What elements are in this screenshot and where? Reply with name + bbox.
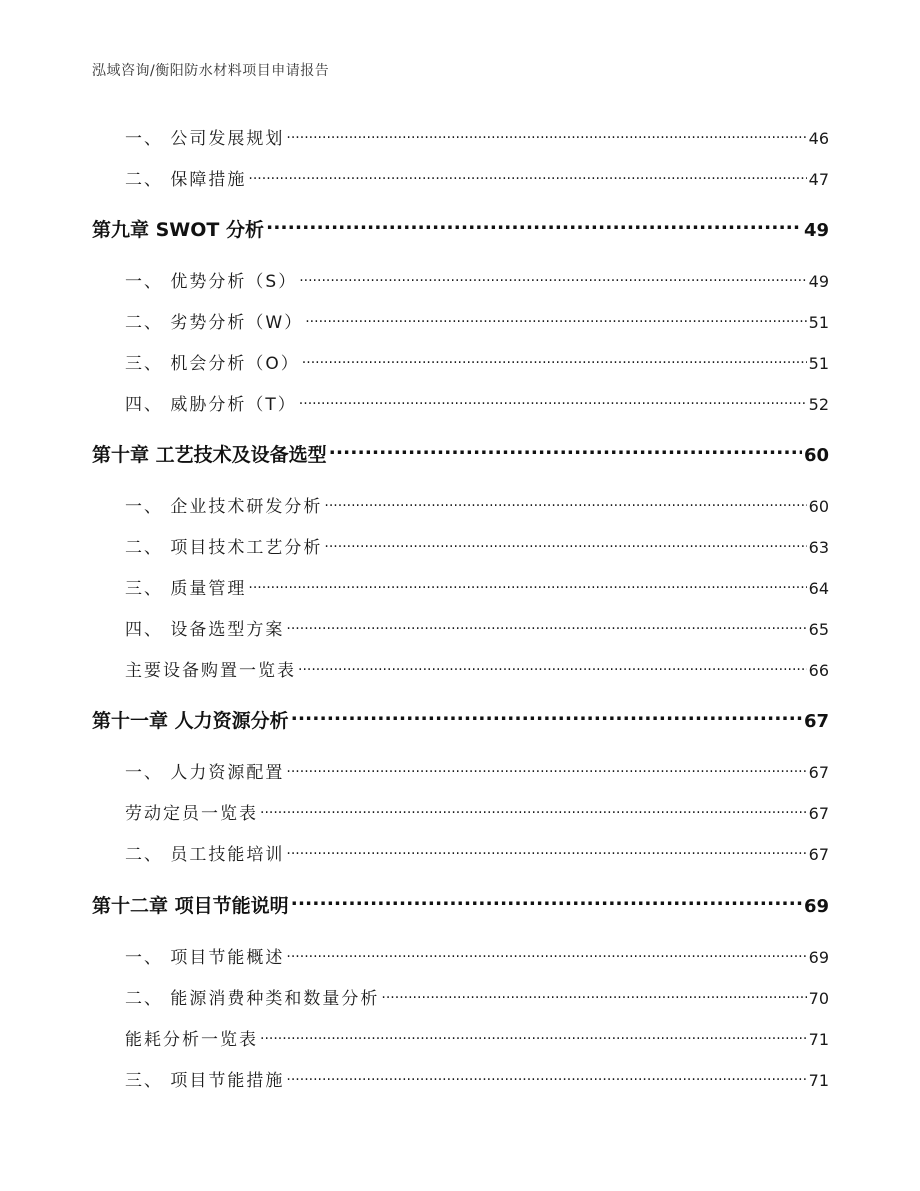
toc-entry-label: 二、 员工技能培训 (125, 845, 285, 865)
toc-page-number: 51 (808, 354, 829, 373)
dot-leader (286, 127, 806, 144)
toc-entry-section[interactable] (125, 492, 829, 517)
toc-entry-section[interactable] (125, 984, 829, 1009)
dot-leader (324, 495, 806, 512)
toc-entry-label: 三、 质量管理 (125, 579, 247, 599)
toc-page-number: 71 (808, 1071, 829, 1090)
dot-leader (266, 217, 802, 236)
dot-leader (299, 270, 806, 287)
toc-entry-section[interactable] (125, 124, 829, 149)
toc-entry-chapter[interactable] (92, 215, 829, 242)
dot-leader (248, 577, 806, 594)
toc-page-number: 46 (808, 129, 829, 148)
dot-leader (260, 802, 807, 819)
dot-leader (299, 393, 807, 410)
toc-entry-label: 三、 项目节能措施 (125, 1071, 285, 1091)
toc-entry-section[interactable] (125, 533, 829, 558)
dot-leader (329, 442, 802, 461)
toc-page-number: 67 (808, 763, 829, 782)
toc-entry-section[interactable] (125, 267, 829, 292)
toc-page-number: 70 (808, 989, 829, 1008)
toc-entry-label: 四、 设备选型方案 (125, 620, 285, 640)
dot-leader (286, 761, 806, 778)
toc-page-number: 60 (803, 445, 829, 466)
toc-entry-section[interactable] (125, 1066, 829, 1091)
toc-page-number: 51 (808, 313, 829, 332)
toc-entry-section[interactable] (125, 656, 829, 681)
toc-entry-section[interactable] (125, 799, 829, 824)
toc-chapter-label: 第十二章 项目节能说明 (92, 895, 289, 917)
running-header: 泓域咨询/衡阳防水材料项目申请报告 (92, 63, 330, 79)
dot-leader (291, 708, 802, 727)
toc-page-number: 65 (808, 620, 829, 639)
toc-entry-chapter[interactable] (92, 440, 829, 467)
dot-leader (286, 946, 806, 963)
toc-entry-label: 一、 公司发展规划 (125, 129, 285, 149)
toc-entry-chapter[interactable] (92, 706, 829, 733)
dot-leader (286, 1069, 806, 1086)
toc-page-number: 69 (808, 948, 829, 967)
toc-page-number: 66 (808, 661, 829, 680)
toc-entry-label: 四、 威胁分析（T） (125, 395, 297, 415)
toc-chapter-label: 第十章 工艺技术及设备选型 (92, 444, 327, 466)
toc-page-number: 47 (808, 170, 829, 189)
dot-leader (260, 1028, 807, 1045)
toc-entry-section[interactable] (125, 840, 829, 865)
toc-entry-label: 二、 项目技术工艺分析 (125, 538, 323, 558)
toc-entry-section[interactable] (125, 308, 829, 333)
toc-chapter-label: 第十一章 人力资源分析 (92, 710, 289, 732)
toc-entry-section[interactable] (125, 165, 829, 190)
dot-leader (298, 659, 807, 676)
dot-leader (305, 311, 806, 328)
toc-entry-label: 一、 企业技术研发分析 (125, 497, 323, 517)
toc-page-number: 64 (808, 579, 829, 598)
toc-page-number: 67 (808, 845, 829, 864)
dot-leader (286, 618, 806, 635)
toc-entry-section[interactable] (125, 1025, 829, 1050)
toc-entry-label: 一、 项目节能概述 (125, 948, 285, 968)
toc-entry-section[interactable] (125, 615, 829, 640)
toc-entry-label: 劳动定员一览表 (125, 804, 258, 824)
toc-entry-label: 二、 保障措施 (125, 170, 247, 190)
toc-chapter-label: 第九章 SWOT 分析 (92, 219, 264, 241)
toc-entry-section[interactable] (125, 390, 829, 415)
toc-entry-section[interactable] (125, 943, 829, 968)
dot-leader (381, 987, 806, 1004)
dot-leader (248, 168, 806, 185)
toc-entry-label: 二、 能源消费种类和数量分析 (125, 989, 380, 1009)
toc-page-number: 63 (808, 538, 829, 557)
toc-entry-label: 能耗分析一览表 (125, 1030, 258, 1050)
dot-leader (291, 893, 802, 912)
dot-leader (286, 843, 806, 860)
toc-page-number: 52 (808, 395, 829, 414)
toc-page-number: 67 (808, 804, 829, 823)
toc-page-number: 69 (803, 896, 829, 917)
dot-leader (302, 352, 807, 369)
toc-entry-label: 主要设备购置一览表 (125, 661, 296, 681)
toc-entry-label: 一、 人力资源配置 (125, 763, 285, 783)
toc-entry-section[interactable] (125, 349, 829, 374)
toc-entry-section[interactable] (125, 758, 829, 783)
dot-leader (324, 536, 806, 553)
toc-page-number: 49 (808, 272, 829, 291)
toc-entry-chapter[interactable] (92, 891, 829, 918)
toc-page-number: 67 (803, 711, 829, 732)
toc-entry-section[interactable] (125, 574, 829, 599)
toc-entry-label: 三、 机会分析（O） (125, 354, 300, 374)
toc-entry-label: 二、 劣势分析（W） (125, 313, 304, 333)
toc-page-number: 71 (808, 1030, 829, 1049)
toc-page-number: 60 (808, 497, 829, 516)
toc-page-number: 49 (803, 220, 829, 241)
toc-entry-label: 一、 优势分析（S） (125, 272, 298, 292)
